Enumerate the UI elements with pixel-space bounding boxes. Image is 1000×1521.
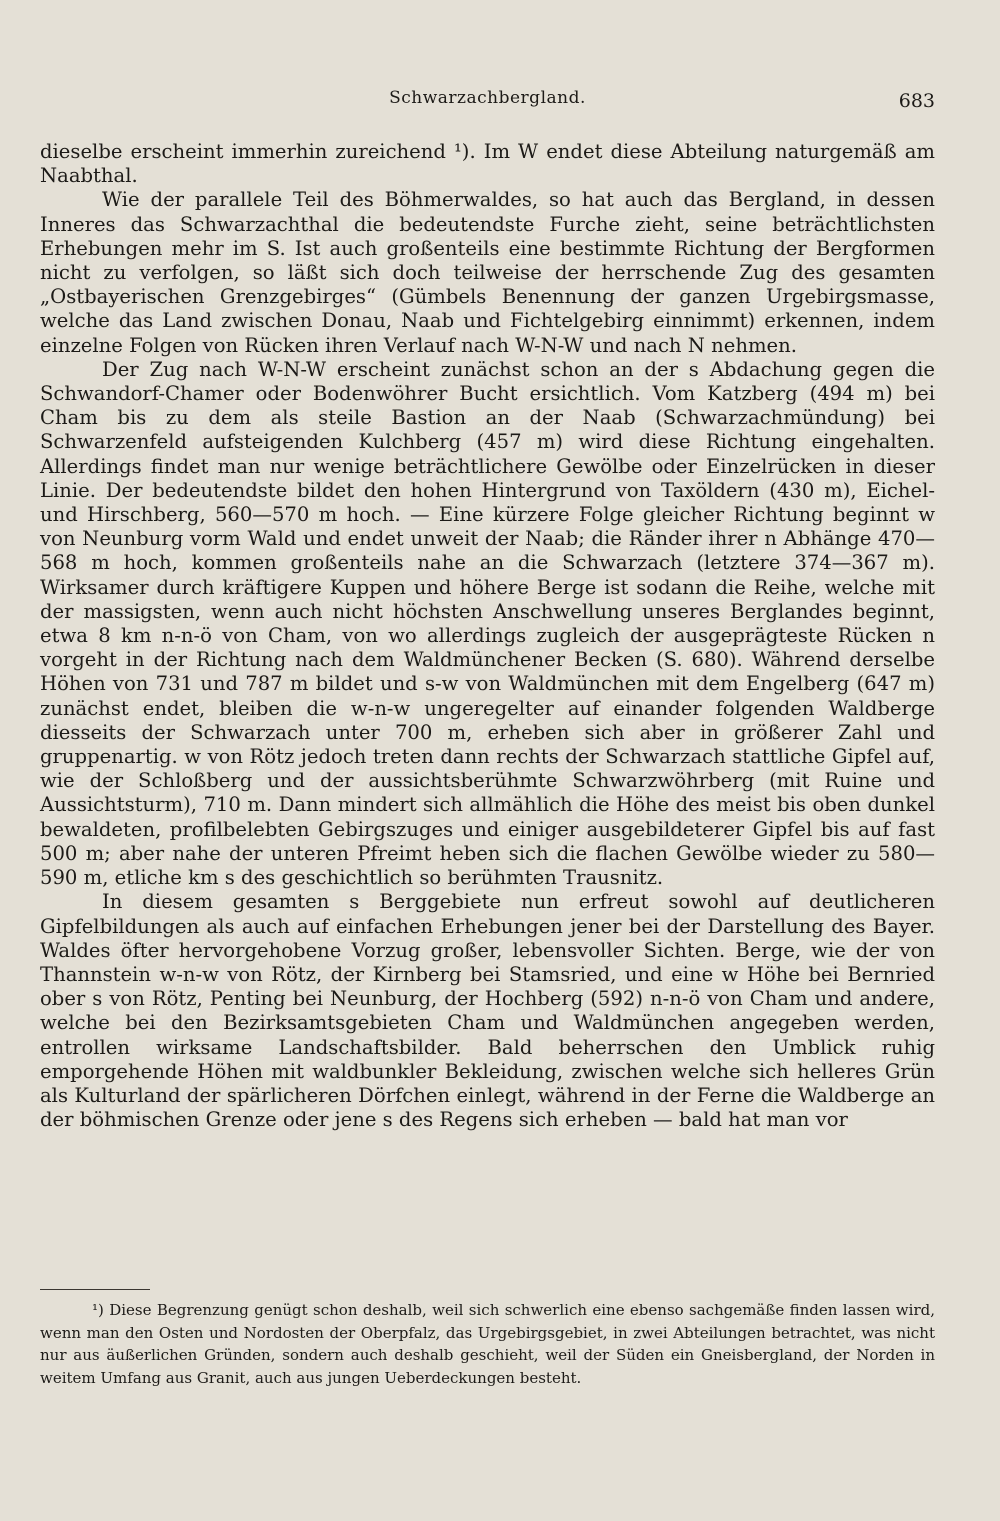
body-text [40,140,935,1132]
running-title: Schwarzachbergland. [389,88,586,108]
paragraph-3: Der Zug nach W-N-W erscheint zunächst schon an der s Abdachung gegen die Schwandorf-Chamer oder Bodenwöhrer Bucht ersichtlich. Vom Katzberg (494 m) bei Cham bis zu dem als steile Bastion an der Naab (Schwarzachmündung) bei Schwarzenfeld aufsteigenden Kulchberg (457 m) wird diese Richtung eingehalten. Allerdings findet man nur wenige beträchtlichere Gewölbe oder Einzelrücken in dieser Linie. Der bedeutendste bildet den hohen Hintergrund von Taxöldern (430 m), Eichel- und Hirschberg, 560—570 m hoch. — Eine kürzere Folge gleicher Richtung beginnt w von Neunburg vorm Wald und endet unweit der Naab; die Ränder ihrer n Abhänge 470—568 m hoch, kommen großenteils nahe an die Schwarzach (letztere 374—367 m). Wirksamer durch kräftigere Kuppen und höhere Berge ist sodann die Reihe, welche mit der massigsten, wenn auch nicht höchsten Anschwellung unseres Berglandes beginnt, etwa 8 km n-n-ö von Cham, von wo allerdings zugleich der ausgeprägteste Rücken n vorgeht in der Richtung nach dem Waldmünchener Becken (S. 680). Während derselbe Höhen von 731 und 787 m bildet und s-w von Waldmünchen mit dem Engelberg (647 m) zunächst endet, bleiben die w-n-w ungeregelter auf einander folgenden Waldberge diesseits der Schwarzach unter 700 m, erheben sich aber in größerer Zahl und gruppenartig. w von Rötz jedoch treten dann rechts der Schwarzach stattliche Gipfel auf, wie der Schloßberg und der aussichtsberühmte Schwarzwöhrberg (mit Ruine und Aussichtsturm), 710 m. Dann mindert sich allmählich die Höhe des meist bis oben dunkel bewaldeten, profilbelebten Gebirgszuges und einiger ausgebildeterer Gipfel bis auf fast 500 m; aber nahe der unteren Pfreimt heben sich die flachen Gewölbe wieder zu 580—590 m, etliche km s des geschichtlich so berühmten Trausnitz. [40,357,935,890]
paragraph-4: In diesem gesamten s Berggebiete nun erfreut sowohl auf deutlicheren Gipfelbildungen als auch auf einfachen Erhebungen jener bei der Darstellung des Bayer. Waldes öfter hervorgehobene Vorzug großer, lebensvoller Sichten. Berge, wie der von Thannstein w-n-w von Rötz, der Kirnberg bei Stamsried, und eine w Höhe bei Bernried ober s von Rötz, Penting bei Neunburg, der Hochberg (592) n-n-ö von Cham und andere, welche bei den Bezirksamtsgebieten Cham und Waldmünchen angegeben werden, entrollen wirksame Landschaftsbilder. Bald beherrschen den Umblick ruhig emporgehende Höhen mit waldbunkler Bekleidung, zwischen welche sich helleres Grün als Kulturland der spärlicheren Dörfchen einlegt, während in der Ferne die Waldberge an der böhmischen Grenze oder jene s des Regens sich erheben — bald hat man vor [40,890,935,1132]
footnotes [40,1299,935,1390]
footnote-rule [40,1289,150,1290]
page-number: 683 [898,90,935,112]
footnote-1: ¹) Diese Begrenzung genügt schon deshalb, weil sich schwerlich eine ebenso sachgemäße finden lassen wird, wenn man den Osten und Nordosten der Oberpfalz, das Urgebirgsgebiet, in zwei Abteilungen betrachtet, was nicht nur aus äußerlichen Gründen, sondern auch deshalb geschieht, weil der Süden ein Gneisbergland, der Norden in weitem Umfang aus Granit, auch aus jungen Ueberdeckungen besteht. [40,1301,935,1388]
paragraph-1: dieselbe erscheint immerhin zureichend ¹). Im W endet diese Abteilung naturgemäß am Naabthal. [40,140,935,188]
paragraph-2: Wie der parallele Teil des Böhmerwaldes, so hat auch das Bergland, in dessen Inneres das Schwarzachthal die bedeutendste Furche zieht, seine beträchtlichsten Erhebungen mehr im S. Ist auch großenteils eine bestimmte Richtung der Bergformen nicht zu verfolgen, so läßt sich doch teilweise der herrschende Zug des gesamten „Ostbayerischen Grenzgebirges“ (Gümbels Benennung der ganzen Urgebirgsmasse, welche das Land zwischen Donau, Naab und Fichtelgebirg einnimmt) erkennen, indem einzelne Folgen von Rücken ihren Verlauf nach W-N-W und nach N nehmen. [40,188,935,357]
running-head [40,88,935,118]
